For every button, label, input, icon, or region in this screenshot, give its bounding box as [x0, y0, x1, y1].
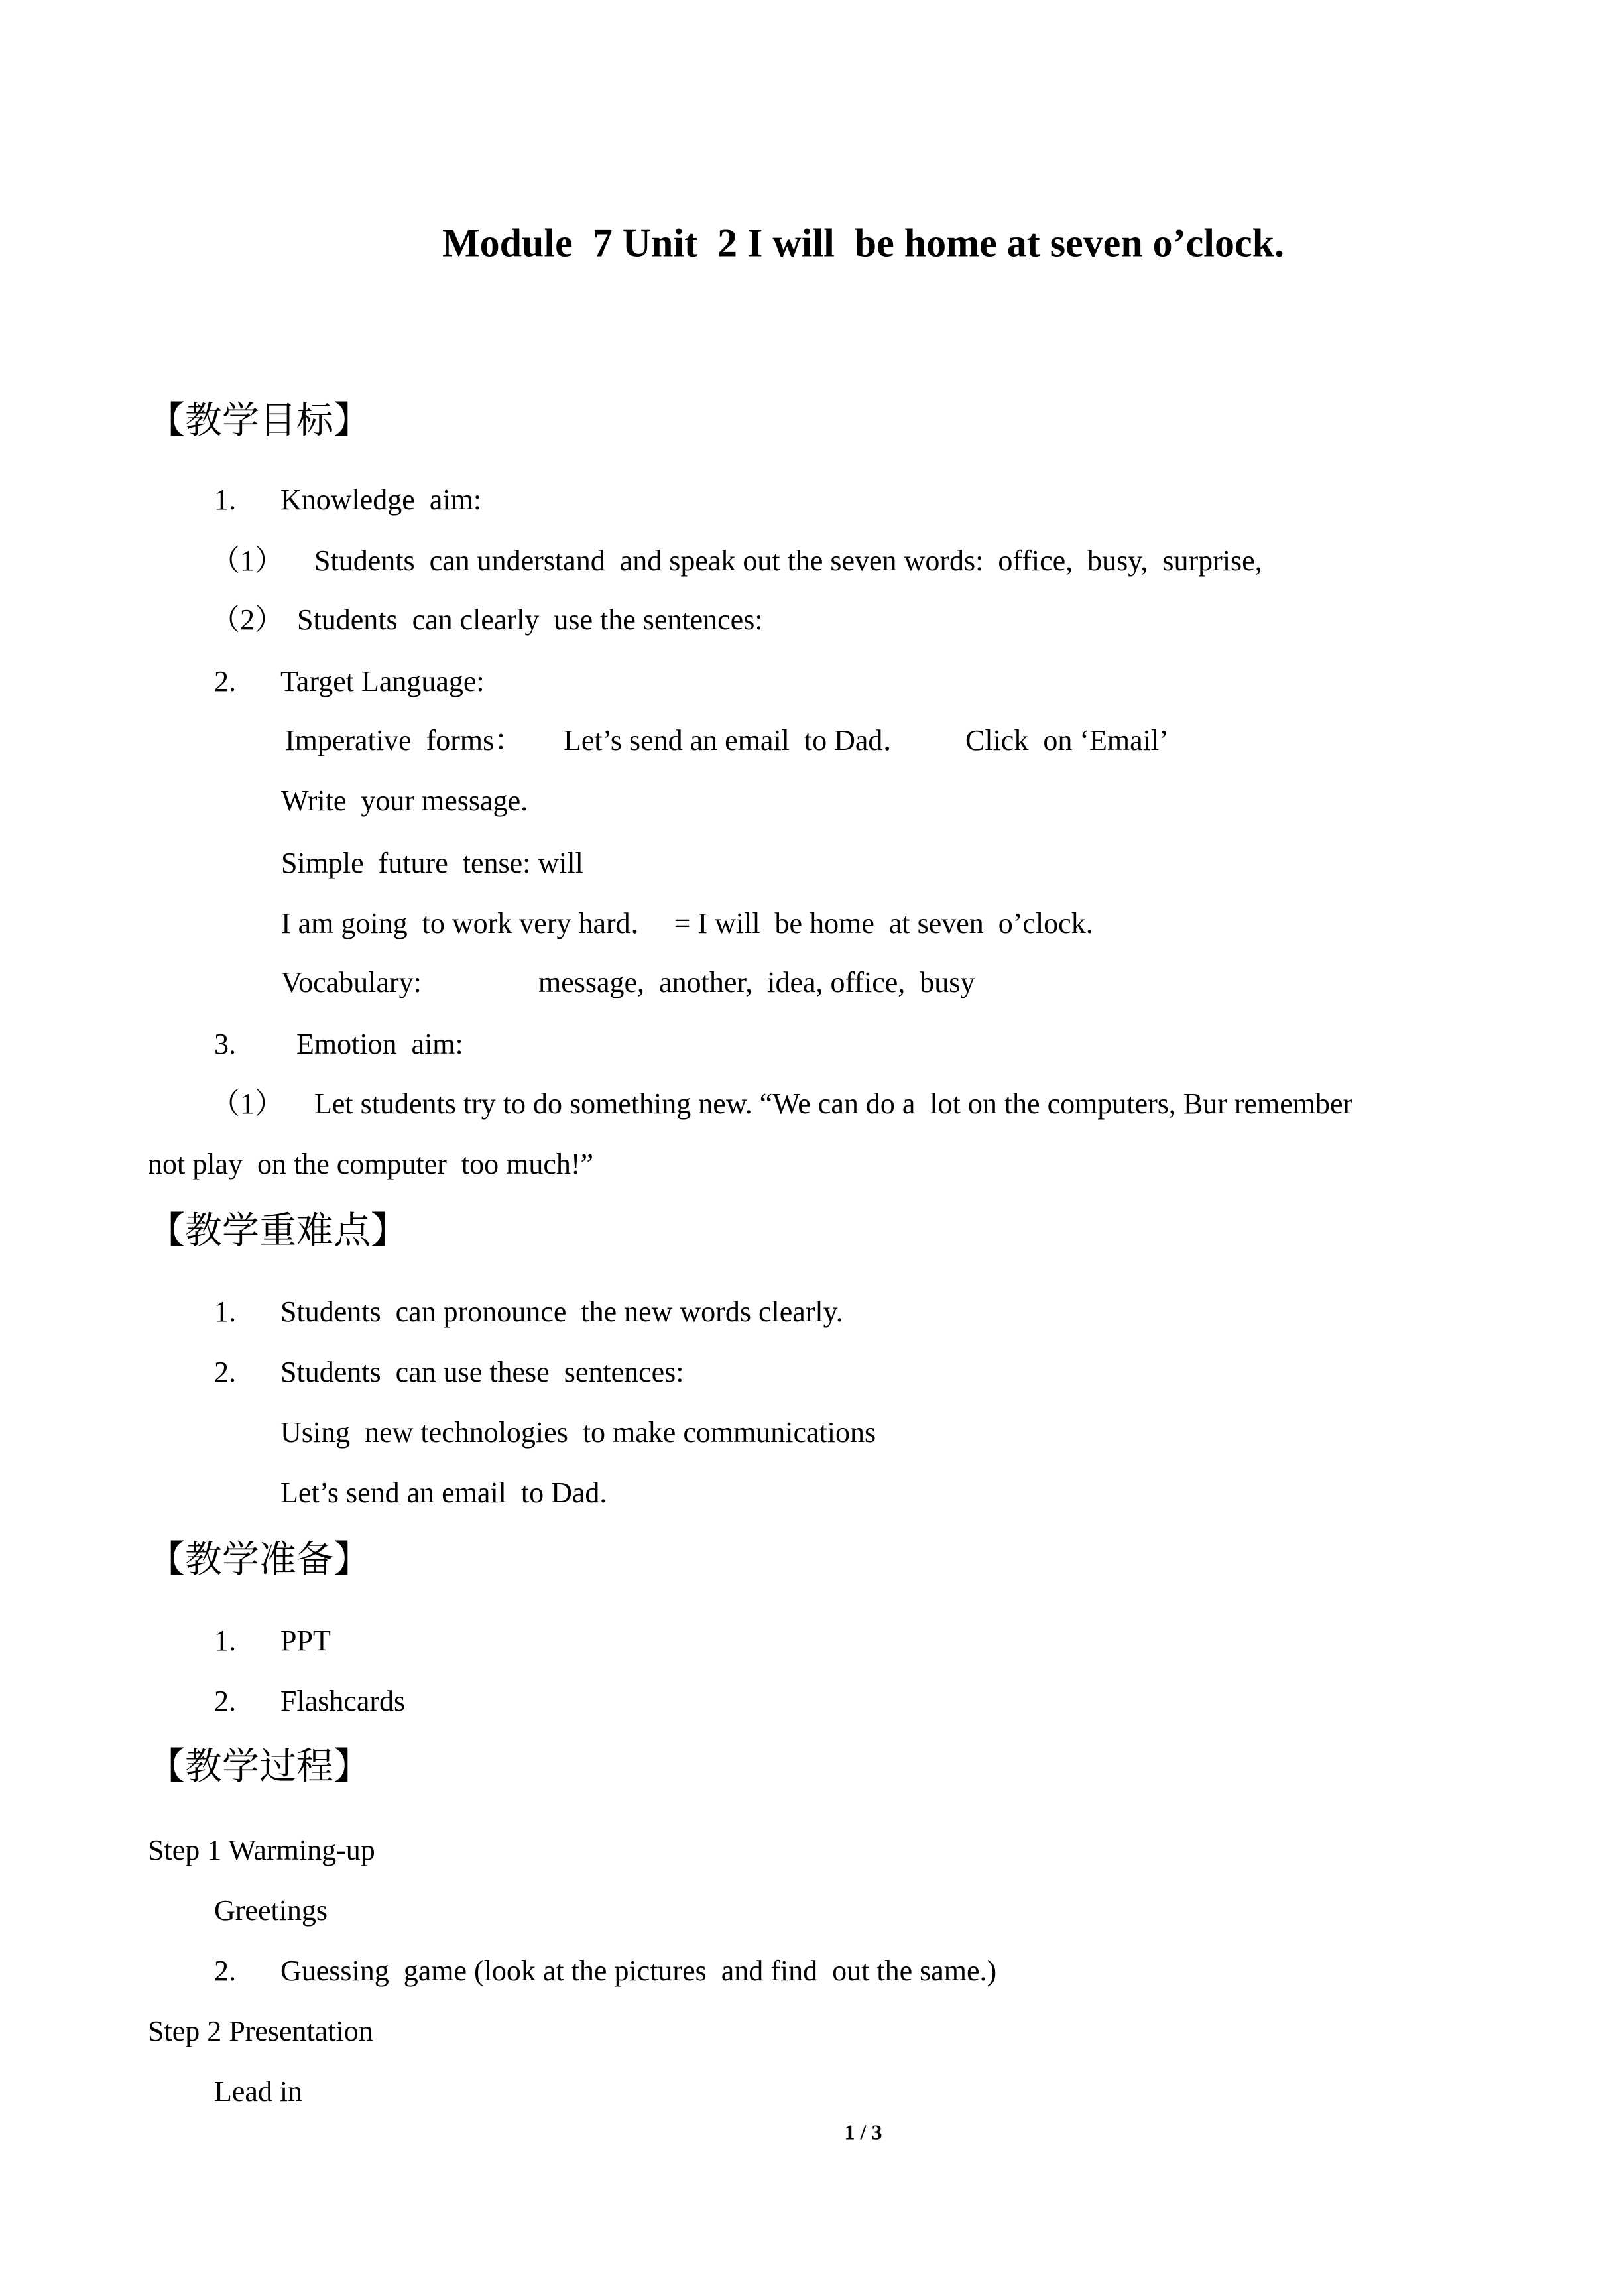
section-heading-objectives: 【教学目标】 [148, 399, 371, 442]
step-title: Step 2 Presentation [148, 2015, 373, 2047]
vocabulary-words: message, another, idea, office, busy [538, 966, 975, 998]
key-point-item: Students can use these sentences: [280, 1356, 684, 1388]
preparation-item: Flashcards [280, 1685, 406, 1717]
preparation-item: PPT [280, 1624, 331, 1657]
step-title: Step 1 Warming-up [148, 1834, 375, 1866]
key-point-sentence: Let’s send an email to Dad. [280, 1477, 607, 1509]
emotion-item-continued: not play on the computer too much!” [148, 1148, 594, 1180]
imperative-label: Imperative forms： [285, 724, 524, 756]
section-heading-process: 【教学过程】 [148, 1745, 371, 1788]
step-item: Guessing game (look at the pictures and find out the same.) [280, 1955, 997, 1987]
knowledge-item: Students can understand and speak out the seven words: office, busy, surprise, [314, 544, 1262, 577]
list-number: 3. [214, 1028, 236, 1060]
list-number: （1） [211, 1087, 284, 1120]
list-number: 1. [214, 1624, 236, 1657]
step-item: Greetings [214, 1894, 328, 1927]
example-line: Simple future tense: will [281, 847, 583, 879]
document-title: Module 7 Unit 2 I will be home at seven o’clock. [442, 221, 1284, 265]
key-point-sentence: Using new technologies to make communications [280, 1416, 876, 1449]
page-number: 1 / 3 [844, 2120, 882, 2144]
key-point-item: Students can pronounce the new words clearly. [280, 1296, 843, 1328]
example-line: Write your message. [281, 784, 528, 817]
list-number: （2） [211, 603, 284, 636]
example-line: I am going to work very hard． = I will be home at seven o’clock. [281, 907, 1093, 939]
vocabulary-label: Vocabulary: [281, 966, 422, 998]
list-number: 1. [214, 1296, 236, 1328]
imperative-example: Click on ‘Email’ [965, 724, 1169, 756]
list-number: 2. [214, 1685, 236, 1717]
imperative-example: Let’s send an email to Dad． [564, 724, 912, 756]
step-item: Lead in [214, 2075, 303, 2108]
target-language-label: Target Language: [280, 665, 485, 697]
section-heading-preparation: 【教学准备】 [148, 1538, 371, 1581]
knowledge-aim-label: Knowledge aim: [280, 483, 482, 516]
list-number: （1） [211, 544, 284, 577]
list-number: 2. [214, 665, 236, 697]
list-number: 1. [214, 483, 236, 516]
emotion-item: Let students try to do something new. “We can do a lot on the computers, Bur remember [314, 1087, 1353, 1120]
list-number: 2. [214, 1356, 236, 1388]
list-number: 2. [214, 1955, 236, 1987]
section-heading-key-points: 【教学重难点】 [148, 1209, 408, 1252]
emotion-aim-label: Emotion aim: [296, 1028, 463, 1060]
knowledge-item: Students can clearly use the sentences: [297, 603, 763, 636]
